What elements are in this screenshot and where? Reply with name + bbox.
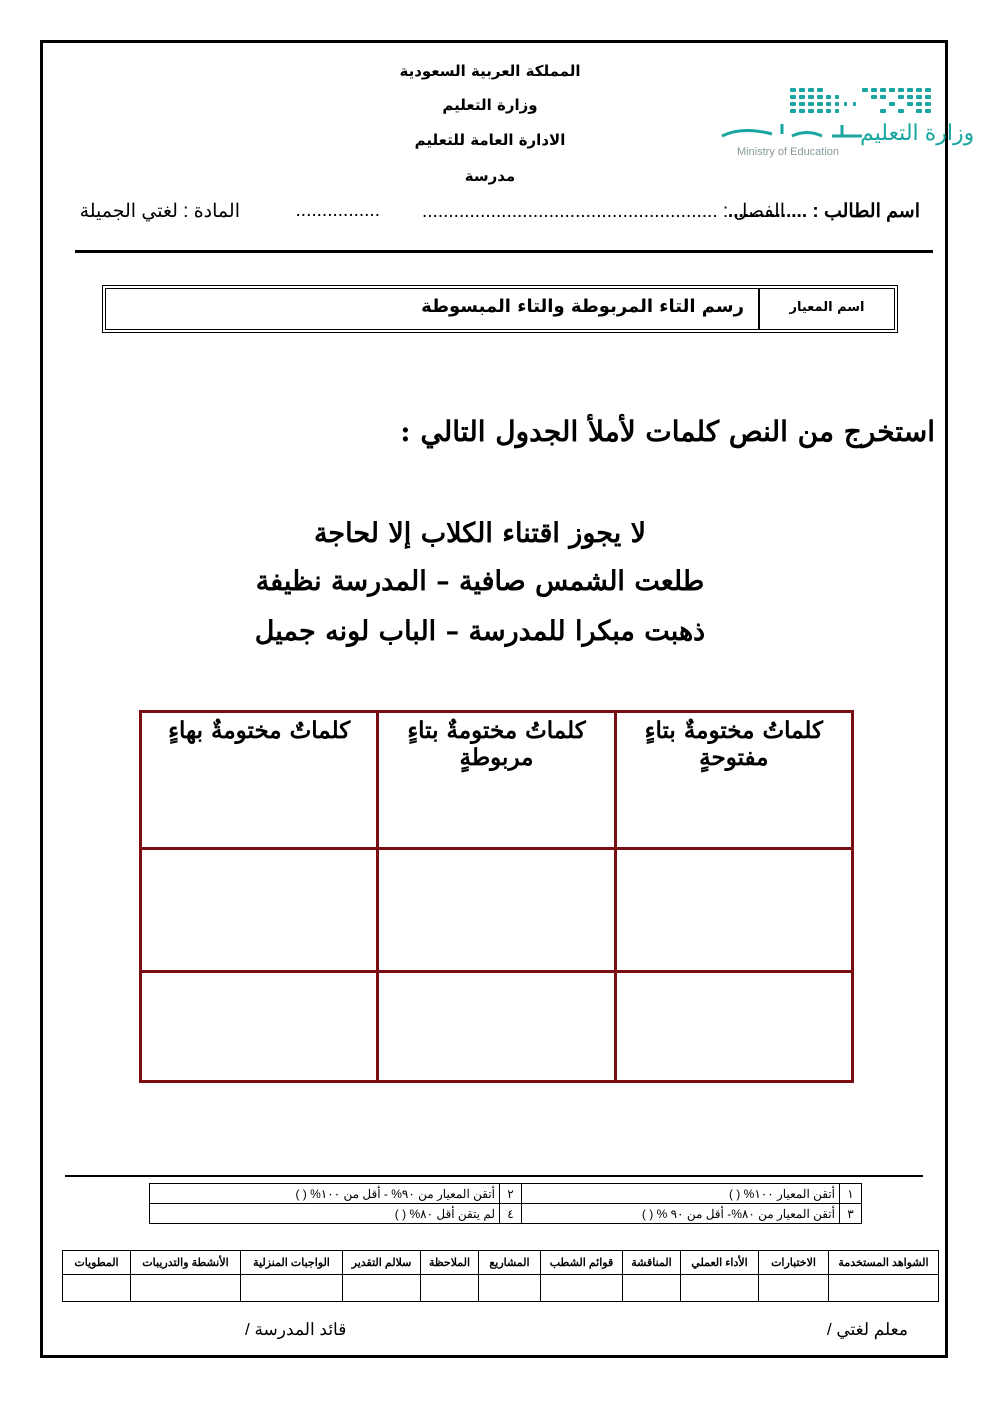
evidence-cell[interactable] [681,1275,759,1302]
rating-text: لم يتقن أقل ٨٠% ( ) [150,1204,500,1224]
header-open-ta: كلماتُ مختومةٌ بتاءٍ مفتوحةٍ [615,712,852,849]
evidence-cell[interactable] [421,1275,479,1302]
header-kingdom: المملكة العربية السعودية [399,62,581,80]
evidence-header: الاختبارات [759,1251,829,1275]
instruction-text: استخرج من النص كلمات لأملأ الجدول التالي : [400,415,935,448]
evidence-cell[interactable] [623,1275,681,1302]
words-table [139,710,854,1083]
evidence-cell[interactable] [759,1275,829,1302]
evidence-table [62,1250,939,1302]
footer-divider [65,1175,923,1177]
student-name-field: اسم الطالب : ............... [727,201,920,222]
standard-label: اسم المعيار [758,289,894,329]
rating-text: أتقن المعيار ١٠٠% ( ) [522,1184,840,1204]
evidence-cell[interactable] [829,1275,939,1302]
evidence-check-row [63,1275,939,1302]
rating-row [150,1204,862,1224]
answer-cell[interactable] [141,971,378,1081]
rating-table [149,1183,862,1224]
rating-row [150,1184,862,1204]
header-ha: كلماتٌ مختومةٌ بهاءٍ [141,712,378,849]
subject-dots: ................ [295,200,380,221]
evidence-header: الشواهد المستخدمة [829,1251,939,1275]
header-tied-ta: كلماتُ مختومةٌ بتاءٍ مربوطةٍ [378,712,615,849]
rating-num: ٤ [500,1204,522,1224]
evidence-header: الملاحظة [421,1251,479,1275]
logo-english-text: Ministry of Education [736,146,840,158]
table-header-row [141,712,853,849]
table-row [141,849,853,971]
answer-cell[interactable] [615,849,852,971]
header-divider [75,250,933,253]
header-school: مدرسة [464,167,516,185]
evidence-header-row [63,1251,939,1275]
answer-cell[interactable] [615,971,852,1081]
evidence-header: الأنشطة والتدريبات [131,1251,241,1275]
standard-title: رسم التاء المربوطة والتاء المبسوطة [421,296,744,317]
principal-signature: قائد المدرسة / [245,1320,347,1339]
answer-cell[interactable] [141,849,378,971]
answer-cell[interactable] [378,971,615,1081]
rating-text: أتقن المعيار من ٨٠%- أقل من ٩٠ % ( ) [522,1204,840,1224]
teacher-signature: معلم لغتي / [826,1320,908,1339]
sentence-3: ذهبت مبكرا للمدرسة – الباب لونه جميل [254,616,706,647]
evidence-cell[interactable] [131,1275,241,1302]
class-field: الفصل : ........................................................ [422,201,785,222]
evidence-cell[interactable] [541,1275,623,1302]
header-directorate: الادارة العامة للتعليم [414,131,566,149]
header-ministry: وزارة التعليم [442,96,538,114]
ministry-logo [712,84,975,159]
evidence-header: المناقشة [623,1251,681,1275]
subject-field: المادة : لغتي الجميلة [79,201,240,222]
evidence-header: الواجبات المنزلية [241,1251,343,1275]
table-row [141,971,853,1081]
rating-num: ٣ [840,1204,862,1224]
ministry-logo-mark [712,84,975,159]
rating-text: أتقن المعيار من ٩٠% - أقل من ١٠٠% ( ) [150,1184,500,1204]
evidence-header: المطويات [63,1251,131,1275]
logo-arabic-text: وزارة التعليم [860,120,975,145]
evidence-header: المشاريع [479,1251,541,1275]
evidence-cell[interactable] [343,1275,421,1302]
evidence-header: الأداء العملي [681,1251,759,1275]
rating-num: ١ [840,1184,862,1204]
standard-box [102,285,898,333]
evidence-cell[interactable] [479,1275,541,1302]
sentence-2: طلعت الشمس صافية – المدرسة نظيفة [255,566,705,597]
evidence-cell[interactable] [63,1275,131,1302]
answer-cell[interactable] [378,849,615,971]
student-info-line [80,200,920,232]
evidence-header: قوائم الشطب [541,1251,623,1275]
sentence-1: لا يجوز اقتناء الكلاب إلا لحاجة [313,518,647,549]
page-frame [40,40,948,1358]
evidence-header: سلالم التقدير [343,1251,421,1275]
rating-num: ٢ [500,1184,522,1204]
evidence-cell[interactable] [241,1275,343,1302]
